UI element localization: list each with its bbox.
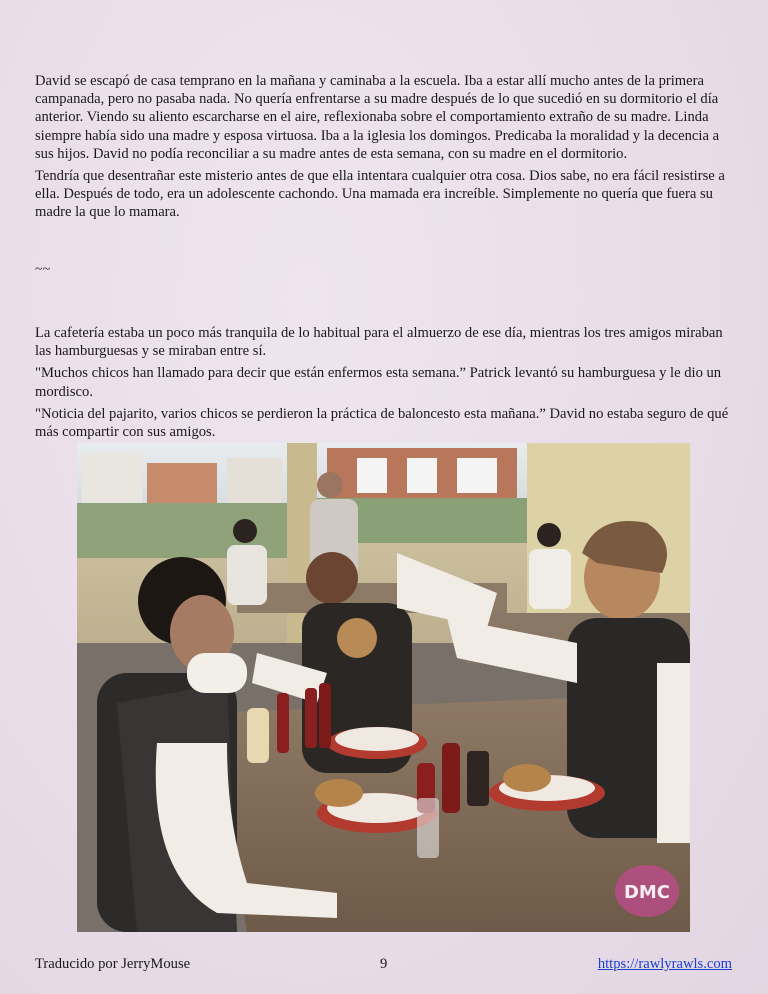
cafeteria-illustration	[77, 443, 690, 932]
paragraph: "Noticia del pajarito, varios chicos se perdieron la práctica de baloncesto esta mañana.” David no estaba seguro de qué más compartir con sus amigos.	[35, 405, 729, 441]
watermark-logo: DMC	[623, 882, 671, 903]
paragraph: Tendría que desentrañar este misterio antes de que ella intentara cualquier otra cosa. Dios sabe, no era fácil resistirse a ella. Después de todo, era un adolescente cachondo. Una mamada era increíble. Simplemente no quería que fuera su madre la que lo mamara.	[35, 168, 725, 221]
website-link[interactable]: https://rawlyrawls.com	[597, 956, 732, 972]
story-text-top	[35, 72, 735, 226]
cafeteria-scene-image	[77, 443, 690, 932]
story-text-bottom	[35, 324, 735, 445]
scene-separator: ~~	[35, 262, 51, 277]
paragraph: La cafetería estaba un poco más tranquila de lo habitual para el almuerzo de ese día, mientras los tres amigos miraban las hamburguesas y se miraban entre sí.	[35, 325, 723, 360]
page-number: 9	[380, 956, 388, 972]
paragraph: David se escapó de casa temprano en la mañana y caminaba a la escuela. Iba a estar allí mucho antes de la primera campanada, pero no pasaba nada. No quería enfrentarse a su madre después de lo que sucedió en su dormitorio el día anterior. Viendo su aliento escarcharse en el aire, reflexionaba sobre el comportamiento extraño de su madre. Linda siempre había sido una madre y esposa virtuosa. Iba a la iglesia los domingos. Predicaba la moralidad y la decencia a sus hijos. David no podía reconciliar a su madre antes de esta semana, con su madre en el dormitorio.	[35, 73, 720, 162]
translator-credit: Traducido por JerryMouse	[35, 956, 191, 972]
paragraph: "Muchos chicos han llamado para decir que están enfermos esta semana.” Patrick levantó su hamburguesa y le dio un mordisco.	[35, 365, 722, 400]
